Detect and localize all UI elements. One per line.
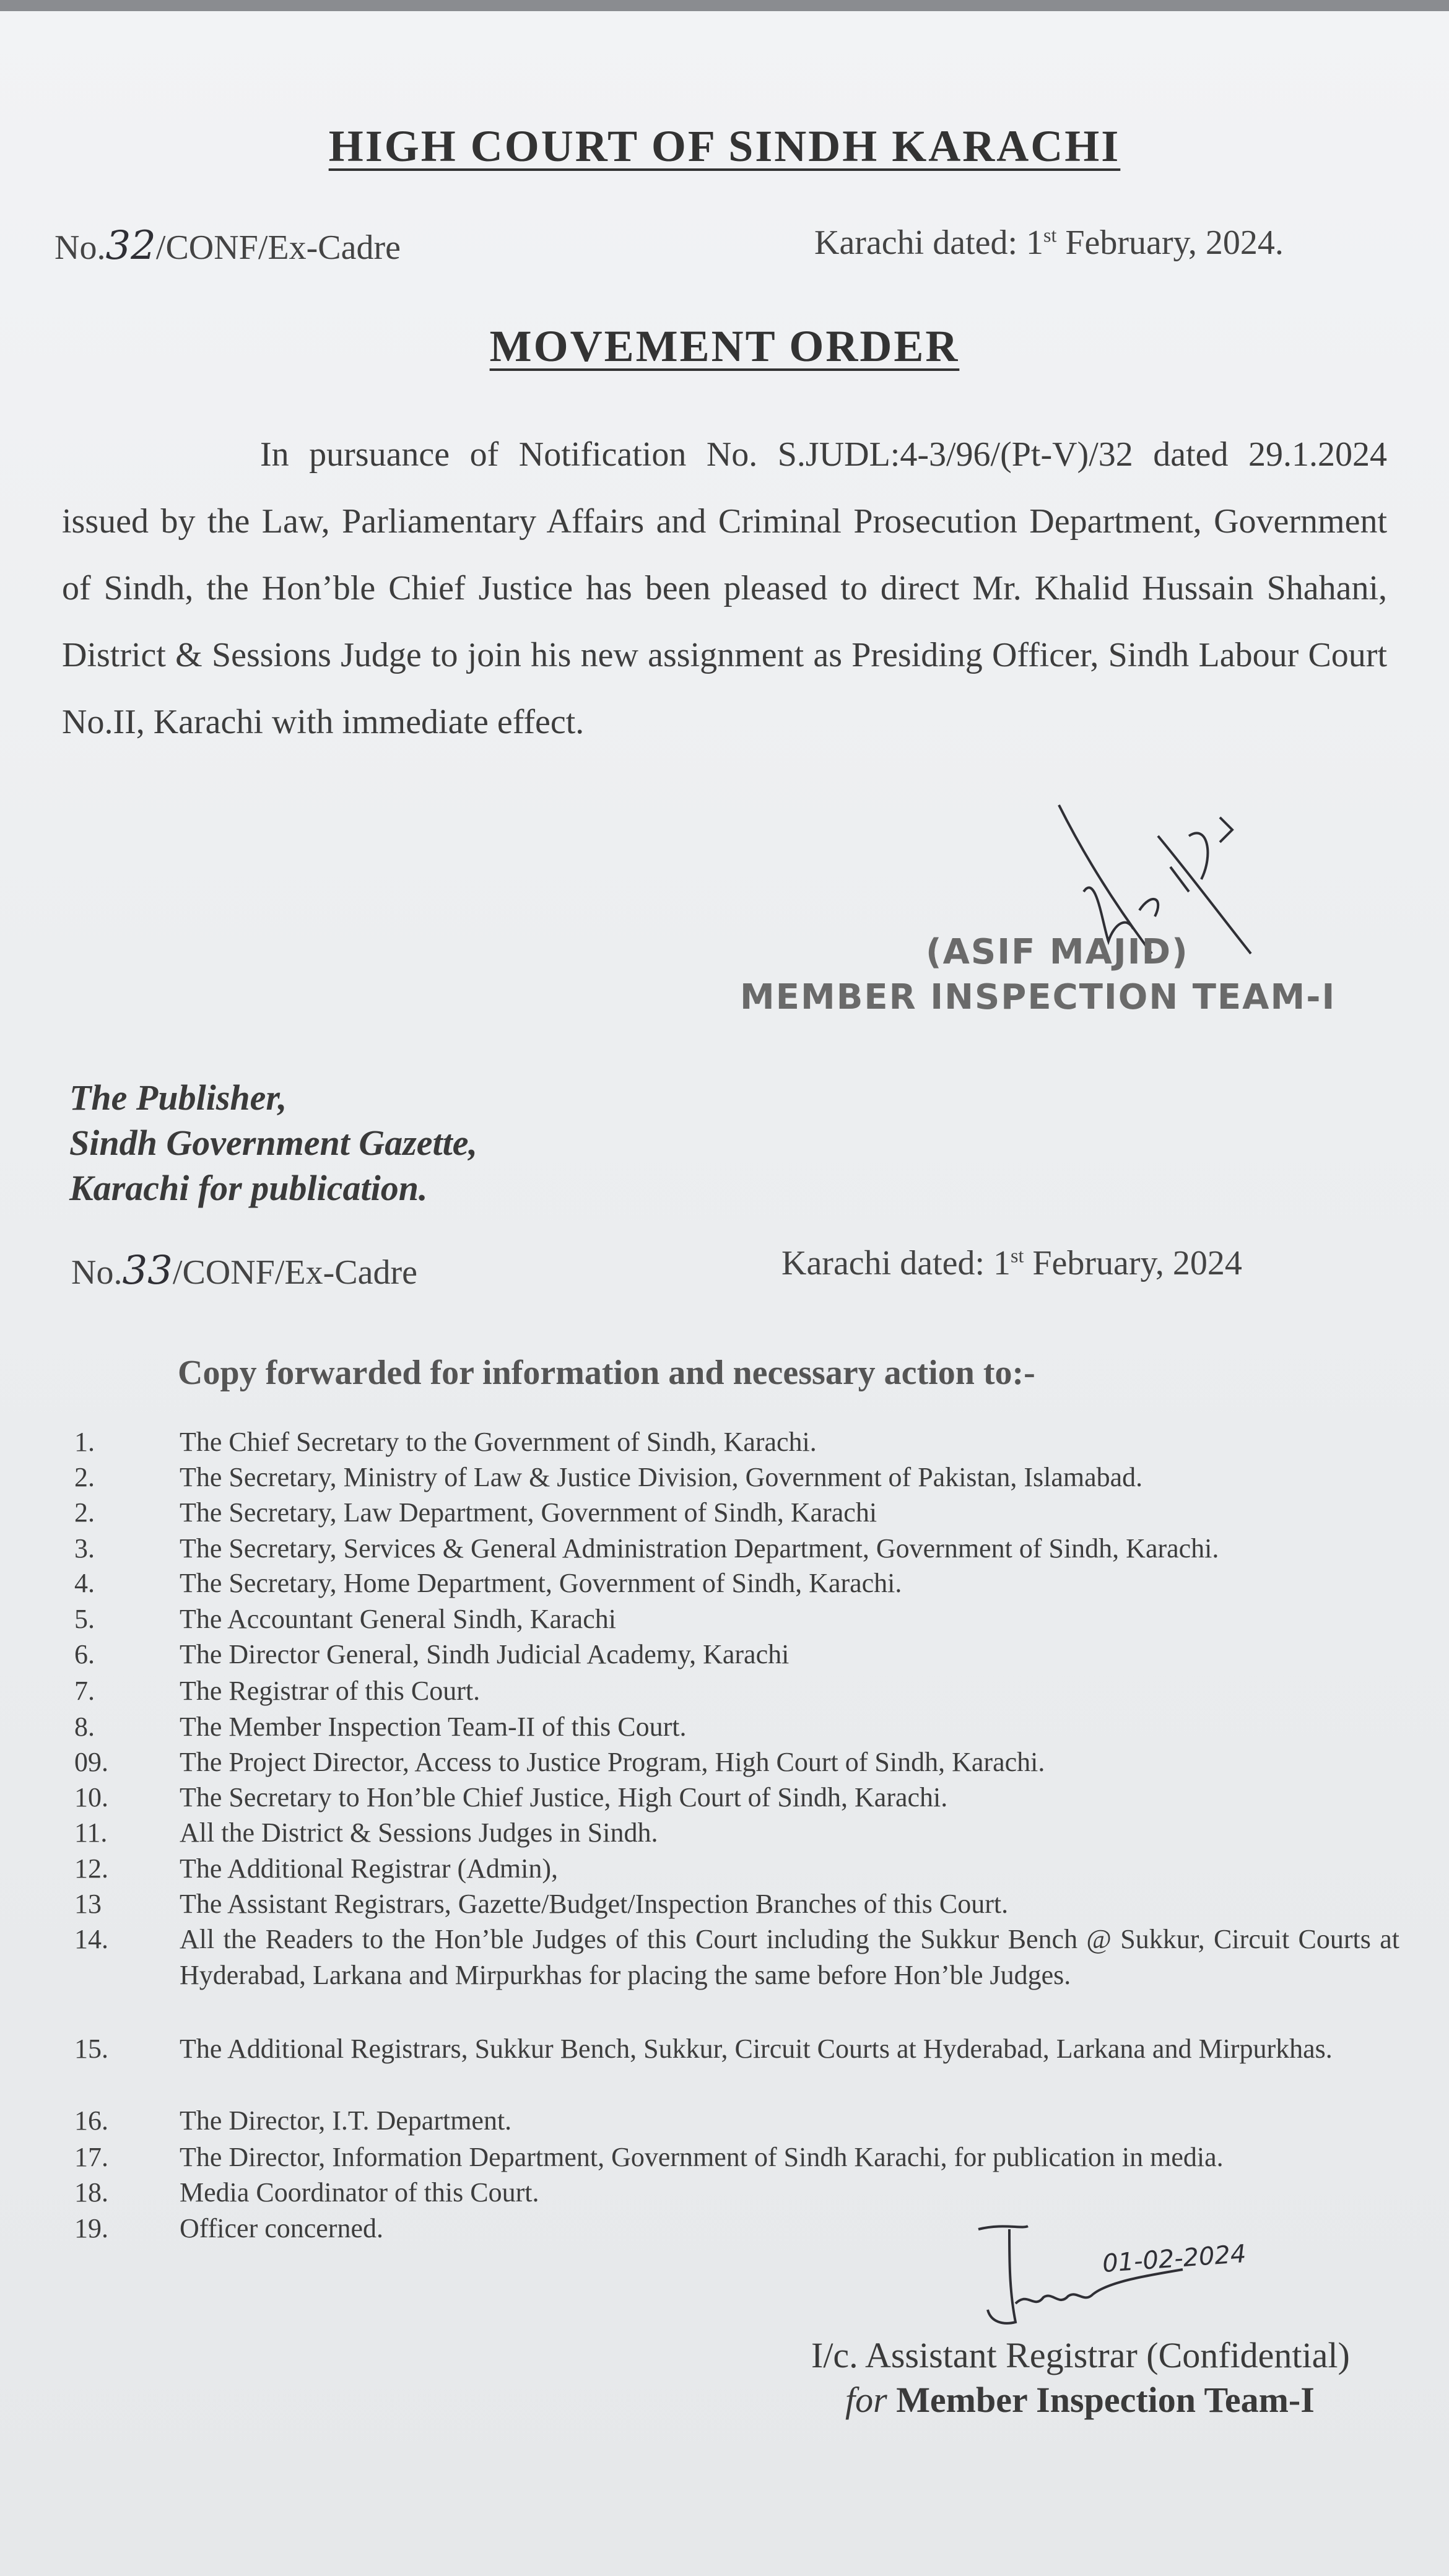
item-number: 12. [74,1853,108,1884]
item-number: 15. [74,2034,108,2064]
item-text: Officer concerned. [180,2213,383,2243]
item-text: The Secretary, Services & General Administration Department, Government of Sindh, Karachi. [180,1533,1219,1564]
scan-edge [0,0,1449,11]
publisher-line-1: The Publisher, [69,1077,287,1118]
item-text: The Additional Registrars, Sukkur Bench, Sukkur, Circuit Courts at Hyderabad, Larkana and Mirpurkhas. [180,2034,1333,2064]
item-number: 10. [74,1782,108,1812]
copy-date-prefix: Karachi dated: 1 [781,1244,1011,1282]
item-text: The Director, I.T. Department. [180,2105,512,2136]
item-text: Media Coordinator of this Court. [180,2177,539,2208]
signatory-name: (ASIF MAJID) [926,932,1189,972]
ref-suffix: /CONF/Ex-Cadre [155,228,401,267]
item-number: 7. [74,1676,95,1706]
item-number: 19. [74,2213,108,2243]
order-body: In pursuance of Notification No. S.JUDL:4-3/96/(Pt-V)/32 dated 29.1.2024 issued by the Law, Parliamentary Affairs and Criminal Prosecution Department, Government of Sindh, the Hon’ble Chief Justice has been pleased to direct Mr. Khalid Hussain Shahani, District & Sessions Judge to join his new assignment as Presiding Officer, Sindh Labour Court No.II, Karachi with immediate effect. [62,435,1387,741]
item-text: The Secretary to Hon’ble Chief Justice, High Court of Sindh, Karachi. [180,1782,948,1812]
court-title: HIGH COURT OF SINDH KARACHI [328,121,1121,171]
item-text: The Assistant Registrars, Gazette/Budget/Inspection Branches of this Court. [180,1889,1009,1919]
closing-for: for [845,2380,887,2420]
date-sup: st [1043,224,1057,246]
item-number: 18. [74,2177,108,2208]
item-number: 13 [74,1889,102,1919]
handwritten-date: 01-02-2024 [1101,2239,1247,2279]
item-number: 3. [74,1533,95,1564]
item-number: 5. [74,1604,95,1634]
item-number: 2. [74,1462,95,1492]
item-text: The Member Inspection Team-II of this Court. [180,1712,687,1742]
date-rest: February, 2024. [1056,224,1284,262]
item-text: All the Readers to the Hon’ble Judges of this Court including the Sukkur Bench @ Sukkur, Circuit Courts at Hyderabad, Larkana and Mirpurkhas for placing the same before Hon’ble Judges. [180,1924,1399,1990]
date-prefix: Karachi dated: 1 [814,224,1044,262]
item-text: The Project Director, Access to Justice Program, High Court of Sindh, Karachi. [180,1747,1045,1777]
handwritten-ref-number: 32 [105,223,156,269]
copy-ref-suffix: /CONF/Ex-Cadre [172,1253,417,1292]
registrar-signature [966,2217,1263,2341]
item-number: 8. [74,1712,95,1742]
copy-heading: Copy forwarded for information and necessary action to:- [178,1354,1035,1392]
item-number: 17. [74,2142,108,2172]
item-text: The Director General, Sindh Judicial Academy, Karachi [180,1639,790,1669]
item-number: 09. [74,1747,108,1777]
closing-line-1: I/c. Assistant Registrar (Confidential) [811,2335,1350,2375]
item-text: The Secretary, Home Department, Government of Sindh, Karachi. [180,1568,902,1598]
order-reference [54,223,401,269]
item-number: 6. [74,1639,95,1669]
item-text: The Additional Registrar (Admin), [180,1853,558,1884]
signatory-title: MEMBER INSPECTION TEAM-I [740,977,1336,1017]
order-date [814,223,1284,263]
item-text: The Accountant General Sindh, Karachi [180,1604,616,1634]
item-number: 4. [74,1568,95,1598]
item-text: The Secretary, Ministry of Law & Justice Division, Government of Pakistan, Islamabad. [180,1462,1143,1492]
item-text: The Chief Secretary to the Government of Sindh, Karachi. [180,1427,817,1457]
item-number: 2. [74,1497,95,1528]
item-text: The Secretary, Law Department, Government of Sindh, Karachi [180,1497,877,1528]
item-number: 1. [74,1427,95,1457]
ref-prefix: No. [54,228,106,267]
copy-date [781,1243,1242,1283]
item-number: 14. [74,1924,108,1954]
publisher-line-2: Sindh Government Gazette, [69,1123,477,1163]
closing-line-2 [845,2379,1315,2421]
item-number: 16. [74,2105,108,2136]
closing-team: Member Inspection Team-I [896,2380,1315,2420]
item-text: All the District & Sessions Judges in Sindh. [180,1817,658,1848]
copy-ref-prefix: No. [71,1253,123,1292]
copy-date-rest: February, 2024 [1024,1244,1242,1282]
handwritten-copy-ref-number: 33 [122,1248,173,1294]
publisher-line-3: Karachi for publication. [69,1168,428,1208]
copy-date-sup: st [1011,1244,1024,1267]
order-title: MOVEMENT ORDER [489,321,960,371]
item-text: The Director, Information Department, Government of Sindh Karachi, for publication in media. [180,2142,1224,2172]
copy-reference [71,1248,417,1294]
item-number: 11. [74,1817,108,1848]
item-text: The Registrar of this Court. [180,1676,481,1706]
